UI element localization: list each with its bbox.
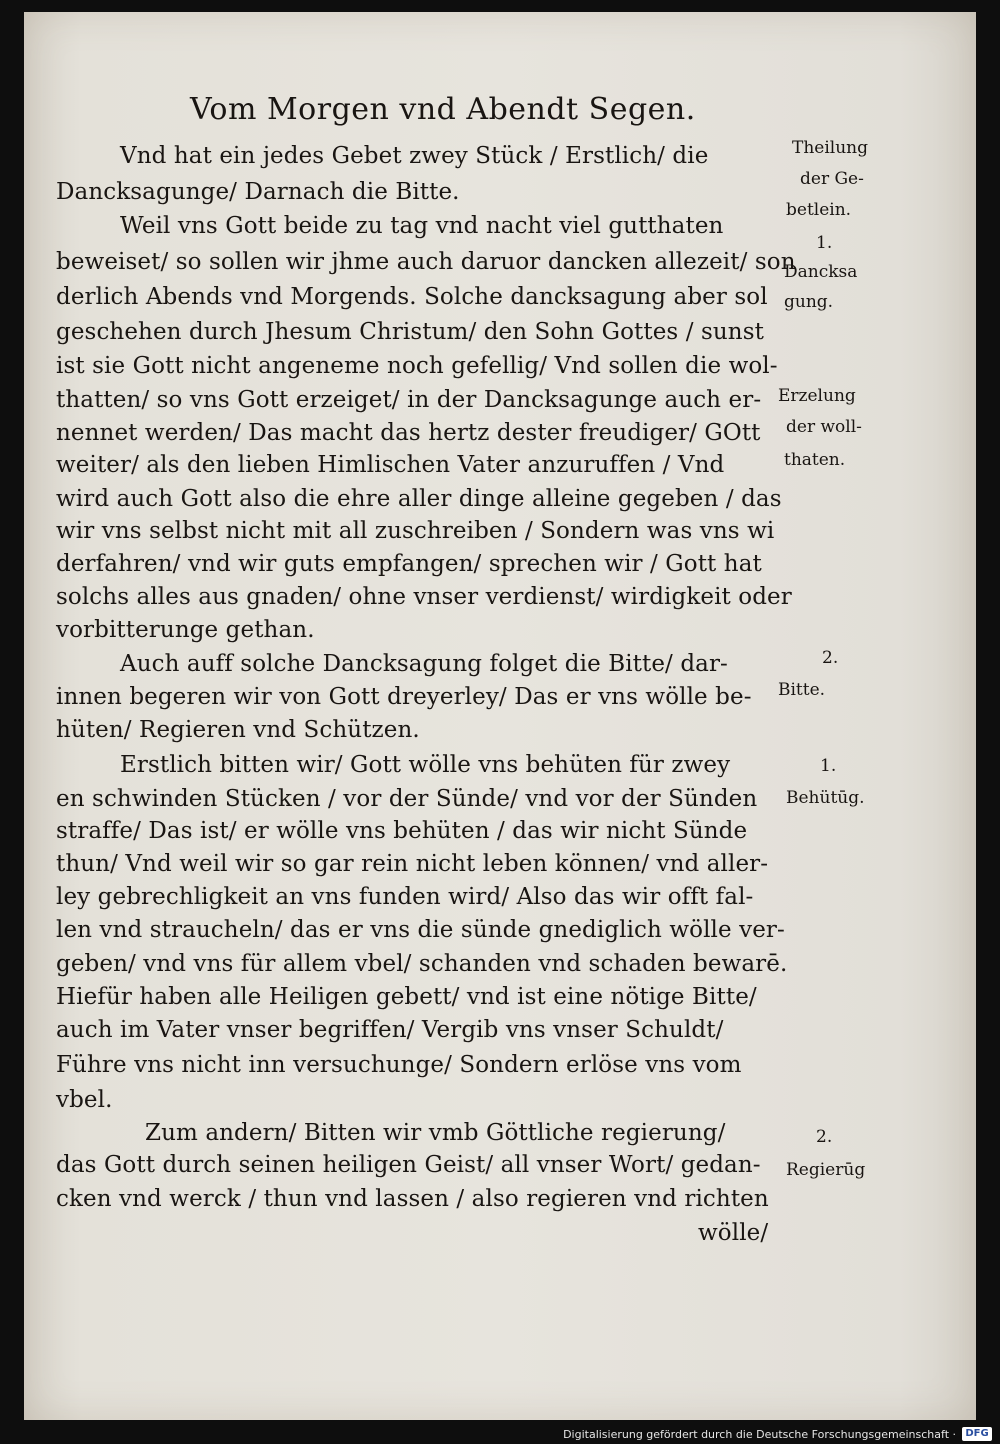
margin-note: 2. — [822, 648, 839, 668]
text-line: hüten/ Regieren vnd Schützen. — [56, 717, 420, 743]
text-line: Vnd hat ein jedes Gebet zwey Stück / Erstlich/ die — [120, 143, 709, 169]
dfg-logo-icon: DFG — [962, 1427, 992, 1441]
text-line: wird auch Gott also die ehre aller dinge alleine gegeben / das — [56, 486, 782, 512]
margin-note: 1. — [820, 756, 837, 776]
text-line: en schwinden Stücken / vor der Sünde/ vnd vor der Sünden — [56, 786, 758, 812]
text-line: thatten/ so vns Gott erzeiget/ in der Dancksagunge auch er- — [56, 387, 762, 413]
text-line: das Gott durch seinen heiligen Geist/ all vnser Wort/ gedan- — [56, 1152, 761, 1178]
text-line: Zum andern/ Bitten wir vmb Göttliche regierung/ — [145, 1120, 726, 1146]
text-line: beweiset/ so sollen wir jhme auch daruor dancken allezeit/ son — [56, 249, 796, 275]
text-line: derfahren/ vnd wir guts empfangen/ sprechen wir / Gott hat — [56, 551, 762, 577]
text-line: auch im Vater vnser begriffen/ Vergib vns vnser Schuldt/ — [56, 1017, 724, 1043]
text-line: vbel. — [56, 1087, 113, 1113]
text-line: Führe vns nicht inn versuchunge/ Sondern erlöse vns vom — [56, 1052, 742, 1078]
text-line: solchs alles aus gnaden/ ohne vnser verdienst/ wirdigkeit oder — [56, 584, 792, 610]
text-line: ist sie Gott nicht angeneme noch gefellig/ Vnd sollen die wol- — [56, 353, 778, 379]
margin-note: Regierūg — [786, 1160, 866, 1180]
text-line: weiter/ als den lieben Himlischen Vater anzuruffen / Vnd — [56, 452, 725, 478]
page-header: Vom Morgen vnd Abendt Segen. — [190, 92, 696, 127]
text-line: derlich Abends vnd Morgends. Solche dancksagung aber sol — [56, 284, 768, 310]
catchword: wölle/ — [698, 1220, 769, 1246]
text-line: straffe/ Das ist/ er wölle vns behüten / das wir nicht Sünde — [56, 818, 748, 844]
text-line: Hiefür haben alle Heiligen gebett/ vnd ist eine nötige Bitte/ — [56, 984, 757, 1010]
margin-note: 1. — [816, 233, 833, 253]
margin-note: Bitte. — [778, 680, 826, 700]
margin-note: der Ge- — [800, 169, 864, 189]
text-line: Weil vns Gott beide zu tag vnd nacht viel gutthaten — [120, 213, 724, 239]
text-line: innen begeren wir von Gott dreyerley/ Das er vns wölle be- — [56, 684, 752, 710]
margin-note: betlein. — [786, 200, 852, 220]
text-line: Dancksagunge/ Darnach die Bitte. — [56, 179, 460, 205]
margin-note: gung. — [784, 292, 834, 312]
margin-note: 2. — [816, 1127, 833, 1147]
text-line: geschehen durch Jhesum Christum/ den Sohn Gottes / sunst — [56, 319, 764, 345]
text-line: Erstlich bitten wir/ Gott wölle vns behüten für zwey — [120, 752, 731, 778]
text-line: Auch auff solche Dancksagung folget die Bitte/ dar- — [120, 651, 728, 677]
margin-note: Dancksa — [784, 262, 858, 282]
margin-note: Behütūg. — [786, 788, 865, 808]
footer-credit: Digitalisierung gefördert durch die Deutsche Forschungsgemeinschaft · — [563, 1428, 956, 1441]
text-line: ley gebrechligkeit an vns funden wird/ Also das wir offt fal- — [56, 884, 754, 910]
text-line: len vnd straucheln/ das er vns die sünde gnediglich wölle ver- — [56, 917, 785, 943]
text-line: nennet werden/ Das macht das hertz dester freudiger/ GOtt — [56, 420, 761, 446]
text-line: wir vns selbst nicht mit all zuschreiben / Sondern was vns wi — [56, 518, 775, 544]
margin-note: thaten. — [784, 450, 846, 470]
text-line: geben/ vnd vns für allem vbel/ schanden vnd schaden bewarē. — [56, 951, 788, 977]
margin-note: der woll- — [786, 417, 862, 437]
margin-note: Erzelung — [778, 386, 856, 406]
text-line: thun/ Vnd weil wir so gar rein nicht leben können/ vnd aller- — [56, 851, 769, 877]
margin-note: Theilung — [792, 138, 869, 158]
text-line: vorbitterunge gethan. — [56, 617, 315, 643]
text-line: cken vnd werck / thun vnd lassen / also regieren vnd richten — [56, 1186, 769, 1212]
